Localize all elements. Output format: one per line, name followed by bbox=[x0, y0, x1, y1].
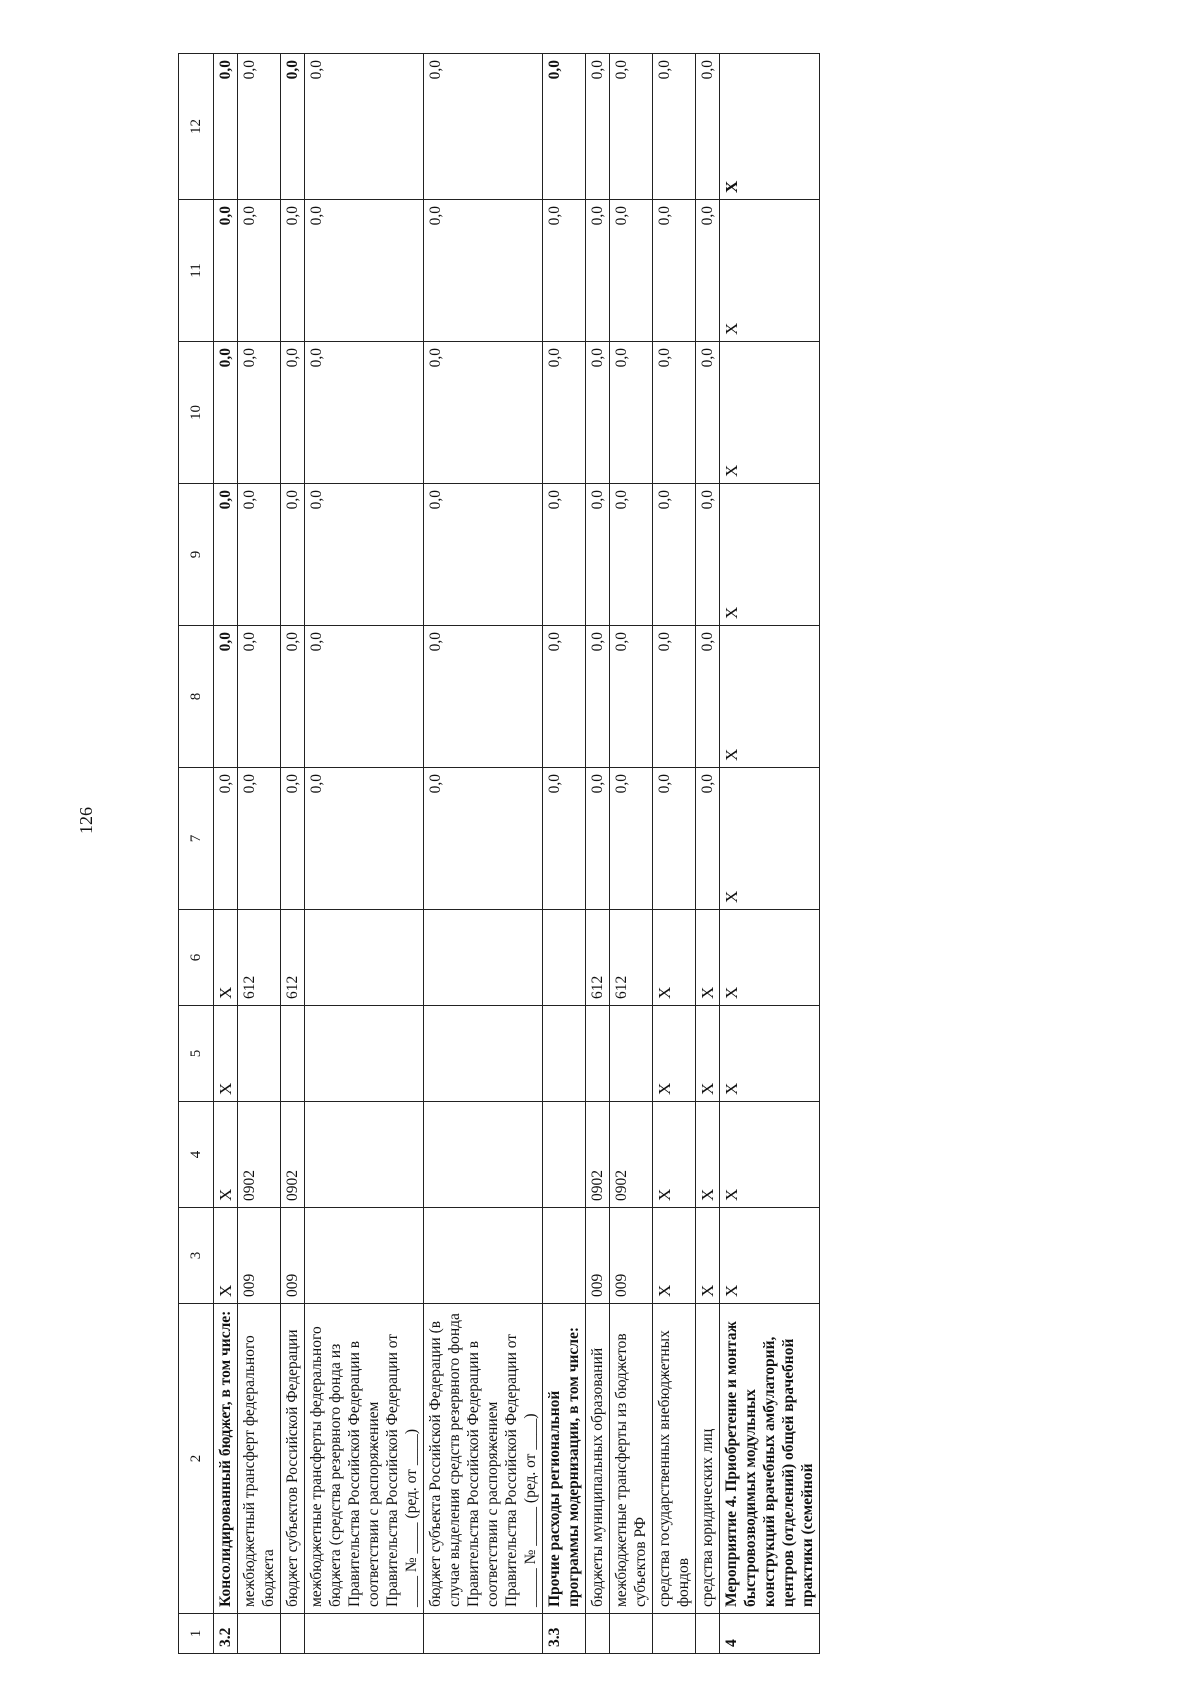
value-cell: 0,0 bbox=[214, 626, 238, 768]
value-cell: 0,0 bbox=[305, 484, 424, 626]
code-cell bbox=[238, 1006, 281, 1102]
value-cell: 0,0 bbox=[586, 484, 610, 626]
value-cell: 0,0 bbox=[696, 626, 720, 768]
value-cell: Х bbox=[720, 342, 820, 484]
description-cell: межбюджетные трансферты из бюджетов субъектов РФ bbox=[610, 1304, 653, 1614]
table-row bbox=[720, 54, 820, 1654]
value-cell: 0,0 bbox=[424, 200, 543, 342]
code-cell: Х bbox=[720, 910, 820, 1006]
value-cell: 0,0 bbox=[305, 200, 424, 342]
code-cell bbox=[424, 910, 543, 1006]
column-header: 7 bbox=[179, 768, 214, 910]
value-cell: 0,0 bbox=[543, 342, 586, 484]
code-cell bbox=[305, 1006, 424, 1102]
code-cell: 0902 bbox=[281, 1102, 305, 1208]
value-cell: 0,0 bbox=[305, 768, 424, 910]
value-cell: 0,0 bbox=[424, 54, 543, 200]
row-number-cell bbox=[238, 1614, 281, 1654]
value-cell: 0,0 bbox=[696, 200, 720, 342]
value-cell: 0,0 bbox=[586, 200, 610, 342]
code-cell bbox=[610, 1006, 653, 1102]
value-cell: 0,0 bbox=[424, 768, 543, 910]
code-cell: Х bbox=[720, 1006, 820, 1102]
code-cell: Х bbox=[653, 1208, 696, 1304]
description-cell: Консолидированный бюджет, в том числе: bbox=[214, 1304, 238, 1614]
column-header: 5 bbox=[179, 1006, 214, 1102]
header-row bbox=[179, 54, 214, 1654]
value-cell: 0,0 bbox=[281, 626, 305, 768]
value-cell: 0,0 bbox=[543, 484, 586, 626]
value-cell: 0,0 bbox=[424, 626, 543, 768]
value-cell: 0,0 bbox=[238, 200, 281, 342]
value-cell: 0,0 bbox=[696, 484, 720, 626]
code-cell bbox=[424, 1208, 543, 1304]
code-cell bbox=[586, 1006, 610, 1102]
code-cell: 009 bbox=[281, 1208, 305, 1304]
value-cell: 0,0 bbox=[586, 54, 610, 200]
value-cell: 0,0 bbox=[653, 54, 696, 200]
code-cell: Х bbox=[653, 910, 696, 1006]
code-cell: 612 bbox=[281, 910, 305, 1006]
value-cell: 0,0 bbox=[610, 54, 653, 200]
code-cell bbox=[543, 1208, 586, 1304]
code-cell bbox=[543, 1102, 586, 1208]
code-cell: 612 bbox=[586, 910, 610, 1006]
value-cell: 0,0 bbox=[653, 768, 696, 910]
table-row bbox=[586, 54, 610, 1654]
value-cell: 0,0 bbox=[214, 768, 238, 910]
code-cell bbox=[543, 910, 586, 1006]
table-row bbox=[281, 54, 305, 1654]
rotated-table-container bbox=[178, 54, 820, 1654]
value-cell: Х bbox=[720, 484, 820, 626]
value-cell: Х bbox=[720, 200, 820, 342]
value-cell: 0,0 bbox=[610, 200, 653, 342]
code-cell: Х bbox=[696, 1208, 720, 1304]
row-number-cell bbox=[305, 1614, 424, 1654]
value-cell: 0,0 bbox=[586, 768, 610, 910]
value-cell: 0,0 bbox=[610, 342, 653, 484]
code-cell: 0902 bbox=[238, 1102, 281, 1208]
description-cell: бюджет субъектов Российской Федерации bbox=[281, 1304, 305, 1614]
code-cell bbox=[543, 1006, 586, 1102]
table-row bbox=[610, 54, 653, 1654]
value-cell: 0,0 bbox=[238, 626, 281, 768]
column-header: 8 bbox=[179, 626, 214, 768]
code-cell: 0902 bbox=[586, 1102, 610, 1208]
code-cell bbox=[424, 1102, 543, 1208]
code-cell: Х bbox=[653, 1006, 696, 1102]
row-number-cell: 3.2 bbox=[214, 1614, 238, 1654]
table-row bbox=[238, 54, 281, 1654]
column-header: 2 bbox=[179, 1304, 214, 1614]
value-cell: 0,0 bbox=[214, 484, 238, 626]
code-cell: 009 bbox=[238, 1208, 281, 1304]
row-number-cell bbox=[424, 1614, 543, 1654]
code-cell: 612 bbox=[238, 910, 281, 1006]
value-cell: 0,0 bbox=[238, 484, 281, 626]
code-cell: Х bbox=[696, 1006, 720, 1102]
code-cell bbox=[305, 1102, 424, 1208]
description-cell: бюджет субъекта Российской Федерации (в случае выделения средств резервного фонда Правительства Российской Федерации в соответствии с распоряжением Правительства Российской Федерации от _____ № _____ (ред. от ____) bbox=[424, 1304, 543, 1614]
value-cell: 0,0 bbox=[653, 200, 696, 342]
row-number-cell: 4 bbox=[720, 1614, 820, 1654]
code-cell: Х bbox=[214, 1208, 238, 1304]
value-cell: 0,0 bbox=[214, 342, 238, 484]
page-number: 126 bbox=[76, 807, 96, 834]
value-cell: 0,0 bbox=[696, 342, 720, 484]
value-cell: 0,0 bbox=[653, 626, 696, 768]
value-cell: 0,0 bbox=[653, 484, 696, 626]
code-cell: 009 bbox=[586, 1208, 610, 1304]
code-cell: Х bbox=[696, 910, 720, 1006]
column-header: 4 bbox=[179, 1102, 214, 1208]
value-cell: 0,0 bbox=[653, 342, 696, 484]
description-cell: бюджеты муниципальных образований bbox=[586, 1304, 610, 1614]
code-cell: Х bbox=[653, 1102, 696, 1208]
value-cell: 0,0 bbox=[281, 200, 305, 342]
column-header: 1 bbox=[179, 1614, 214, 1654]
value-cell: 0,0 bbox=[238, 54, 281, 200]
value-cell: 0,0 bbox=[696, 768, 720, 910]
row-number-cell bbox=[653, 1614, 696, 1654]
code-cell: Х bbox=[720, 1208, 820, 1304]
value-cell: 0,0 bbox=[696, 54, 720, 200]
description-cell: межбюджетный трансферт федерального бюджета bbox=[238, 1304, 281, 1614]
value-cell: 0,0 bbox=[214, 200, 238, 342]
column-header: 9 bbox=[179, 484, 214, 626]
code-cell bbox=[424, 1006, 543, 1102]
code-cell: Х bbox=[214, 1006, 238, 1102]
value-cell: Х bbox=[720, 768, 820, 910]
table-row bbox=[424, 54, 543, 1654]
code-cell: Х bbox=[214, 1102, 238, 1208]
code-cell: 0902 bbox=[610, 1102, 653, 1208]
table-row bbox=[214, 54, 238, 1654]
row-number-cell bbox=[696, 1614, 720, 1654]
row-number-cell bbox=[586, 1614, 610, 1654]
value-cell: 0,0 bbox=[424, 342, 543, 484]
row-number-cell bbox=[281, 1614, 305, 1654]
description-cell: Мероприятие 4. Приобретение и монтаж быстровозводимых модульных конструкций врачебных амбулаторий, центров (отделений) общей врачебной практики (семейной bbox=[720, 1304, 820, 1614]
code-cell: Х bbox=[720, 1102, 820, 1208]
value-cell: 0,0 bbox=[281, 484, 305, 626]
value-cell: 0,0 bbox=[610, 626, 653, 768]
value-cell: 0,0 bbox=[214, 54, 238, 200]
value-cell: 0,0 bbox=[543, 200, 586, 342]
value-cell: 0,0 bbox=[281, 342, 305, 484]
table-row bbox=[305, 54, 424, 1654]
value-cell: 0,0 bbox=[610, 484, 653, 626]
value-cell: 0,0 bbox=[305, 626, 424, 768]
value-cell: 0,0 bbox=[238, 342, 281, 484]
code-cell: 612 bbox=[610, 910, 653, 1006]
value-cell: 0,0 bbox=[281, 54, 305, 200]
code-cell: Х bbox=[696, 1102, 720, 1208]
code-cell bbox=[305, 1208, 424, 1304]
value-cell: 0,0 bbox=[586, 626, 610, 768]
code-cell bbox=[281, 1006, 305, 1102]
description-cell: средства государственных внебюджетных фондов bbox=[653, 1304, 696, 1614]
code-cell: Х bbox=[214, 910, 238, 1006]
row-number-cell: 3.3 bbox=[543, 1614, 586, 1654]
description-cell: межбюджетные трансферты федерального бюджета (средства резервного фонда из Правительства Российской Федерации в соответствии с распоряжением Правительства Российской Федерации от ____ № ____ (ред. от ____) bbox=[305, 1304, 424, 1614]
row-number-cell bbox=[610, 1614, 653, 1654]
budget-table bbox=[178, 53, 820, 1654]
value-cell: 0,0 bbox=[281, 768, 305, 910]
table-row bbox=[653, 54, 696, 1654]
value-cell: 0,0 bbox=[543, 54, 586, 200]
value-cell: 0,0 bbox=[610, 768, 653, 910]
value-cell: Х bbox=[720, 54, 820, 200]
table-row bbox=[696, 54, 720, 1654]
column-header: 6 bbox=[179, 910, 214, 1006]
value-cell: 0,0 bbox=[424, 484, 543, 626]
table-row bbox=[543, 54, 586, 1654]
description-cell: Прочие расходы региональной программы модернизации, в том числе: bbox=[543, 1304, 586, 1614]
code-cell: 009 bbox=[610, 1208, 653, 1304]
column-header: 3 bbox=[179, 1208, 214, 1304]
column-header: 11 bbox=[179, 200, 214, 342]
value-cell: 0,0 bbox=[238, 768, 281, 910]
value-cell: 0,0 bbox=[305, 54, 424, 200]
description-cell: средства юридических лиц bbox=[696, 1304, 720, 1614]
column-header: 10 bbox=[179, 342, 214, 484]
value-cell: 0,0 bbox=[305, 342, 424, 484]
value-cell: 0,0 bbox=[586, 342, 610, 484]
value-cell: 0,0 bbox=[543, 768, 586, 910]
column-header: 12 bbox=[179, 54, 214, 200]
value-cell: Х bbox=[720, 626, 820, 768]
code-cell bbox=[305, 910, 424, 1006]
value-cell: 0,0 bbox=[543, 626, 586, 768]
